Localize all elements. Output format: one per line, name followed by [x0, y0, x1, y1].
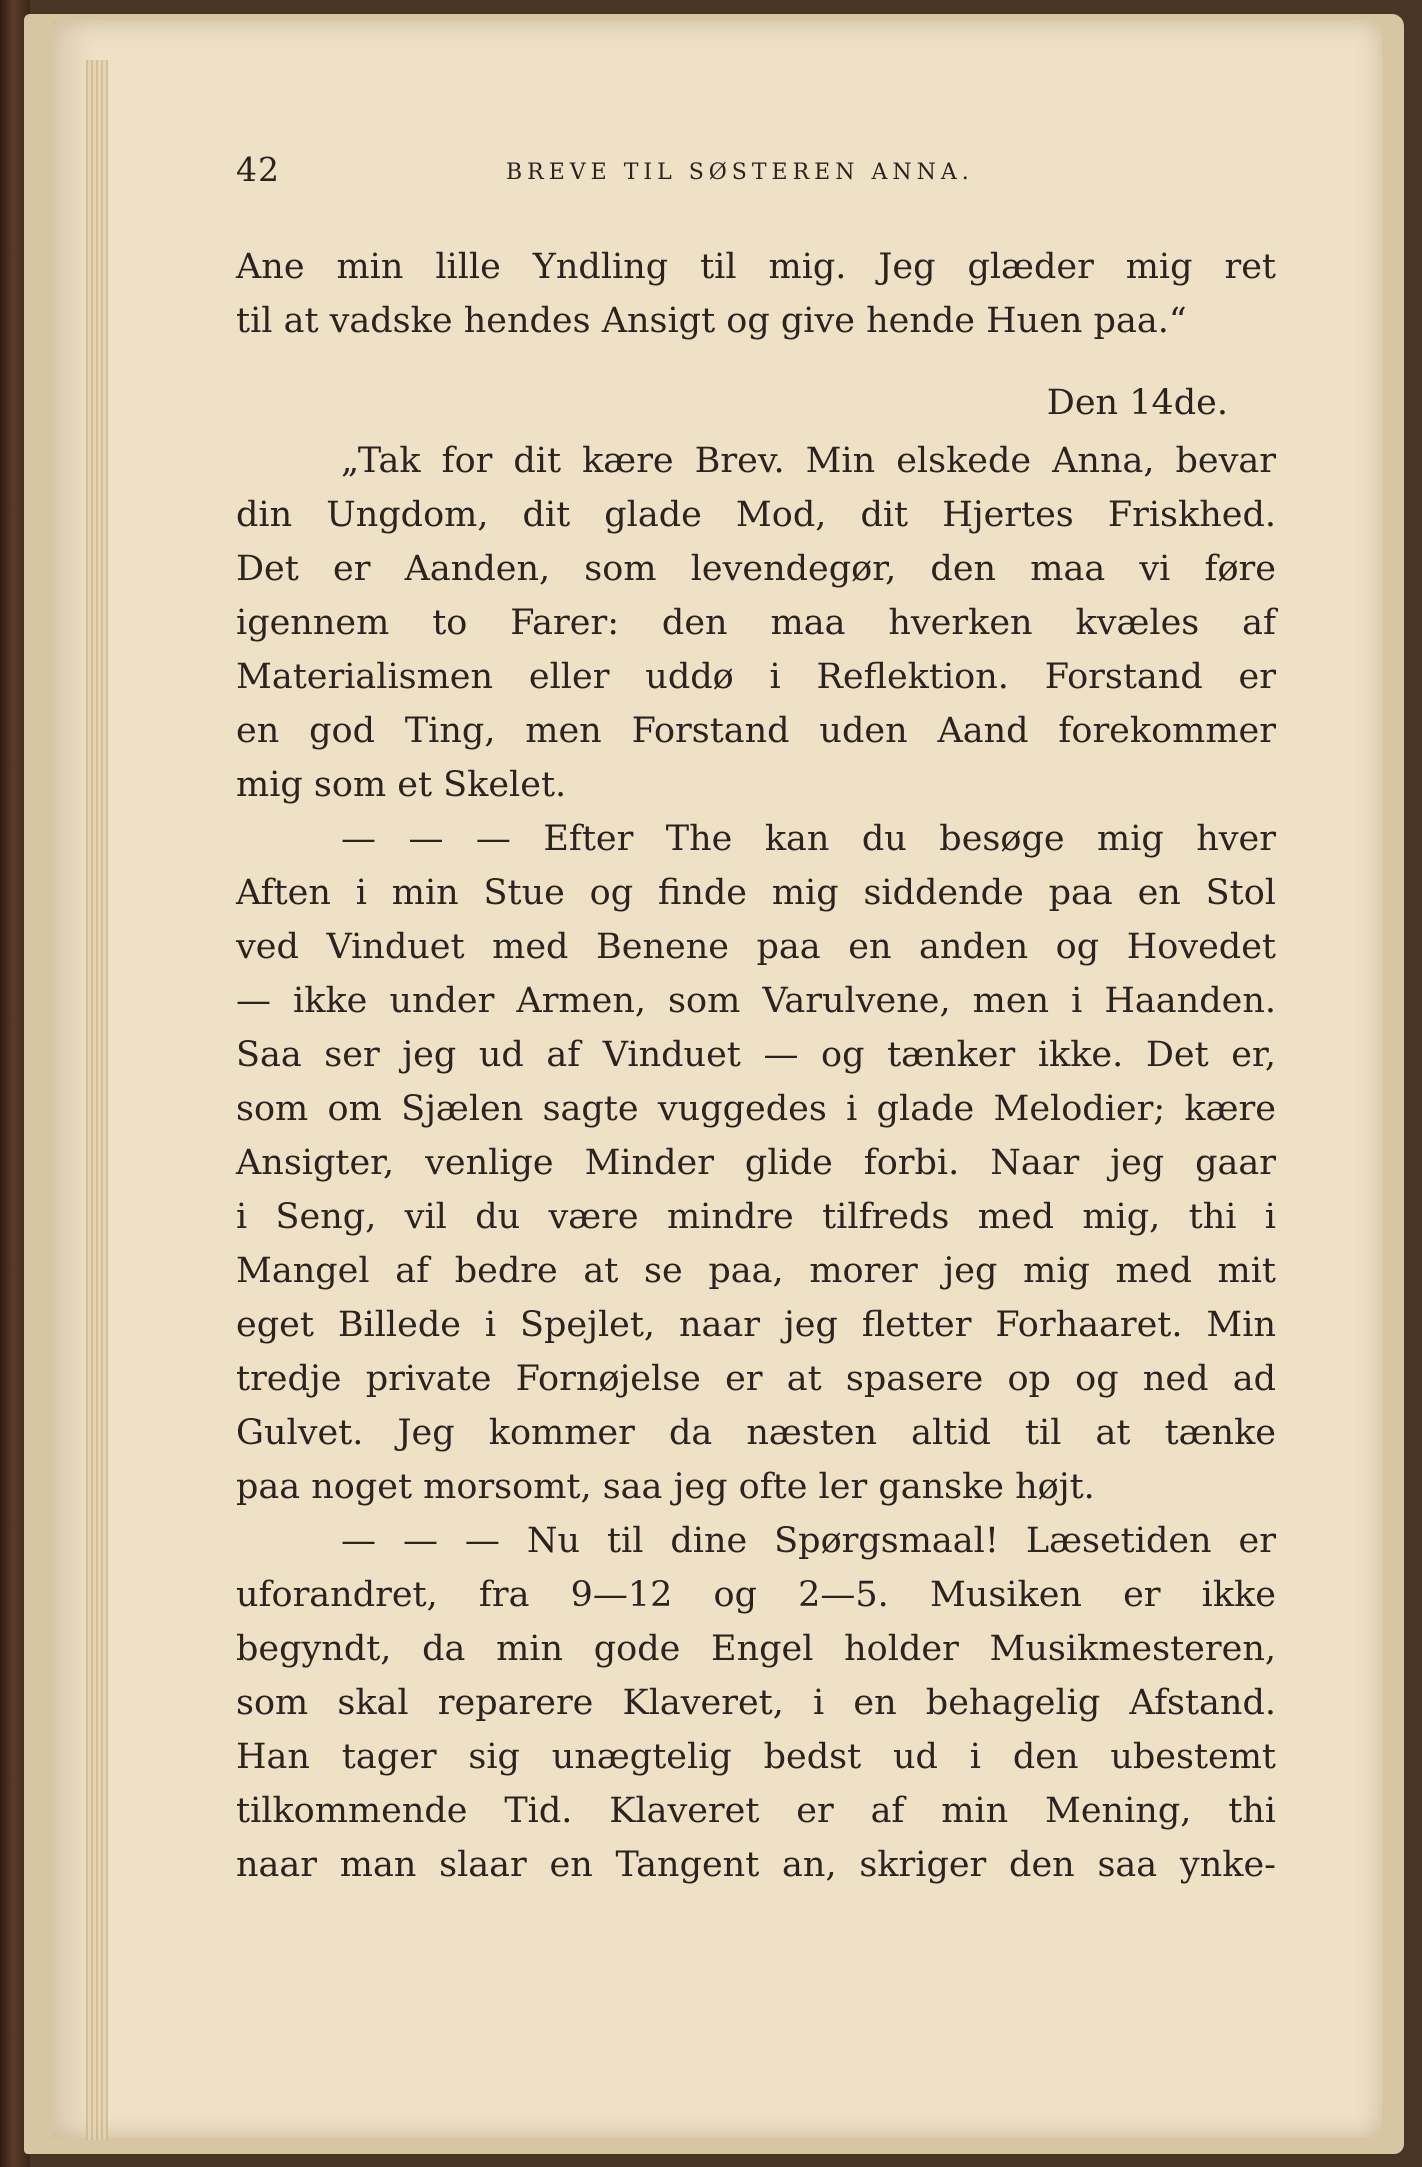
- text-line: — — — Nu til dine Spørgsmaal! Læsetiden er: [341, 1521, 1276, 1561]
- text-line: paa noget morsomt, saa jeg ofte ler ganske højt.: [236, 1467, 1095, 1507]
- text-line: „Tak for dit kære Brev. Min elskede Anna, bevar: [341, 441, 1276, 481]
- text-line: Det er Aanden, som levendegør, den maa vi føre: [236, 549, 1276, 589]
- text-line: Ansigter, venlige Minder glide forbi. Naar jeg gaar: [236, 1143, 1276, 1183]
- text-line: igennem to Farer: den maa hverken kvæles af: [236, 603, 1276, 643]
- page-edge-texture: [86, 60, 108, 2140]
- text-line: eget Billede i Spejlet, naar jeg fletter Forhaaret. Min: [236, 1305, 1276, 1345]
- paragraph-2: [236, 812, 1276, 1514]
- text-line: som skal reparere Klaveret, i en behagelig Afstand.: [236, 1683, 1276, 1723]
- letter-dateline: Den 14de.: [1046, 383, 1228, 423]
- paragraph-1: [236, 434, 1276, 812]
- text-line: Materialismen eller uddø i Reflektion. Forstand er: [236, 657, 1276, 697]
- text-line: til at vadske hendes Ansigt og give hende Huen paa.“: [236, 301, 1187, 341]
- text-line: en god Ting, men Forstand uden Aand forekommer: [236, 711, 1276, 751]
- text-line: begyndt, da min gode Engel holder Musikmesteren,: [236, 1629, 1276, 1669]
- text-line: mig som et Skelet.: [236, 765, 567, 805]
- text-line: naar man slaar en Tangent an, skriger den saa ynke-: [236, 1845, 1276, 1885]
- text-line: ved Vinduet med Benene paa en anden og Hovedet: [236, 927, 1276, 967]
- text-line: din Ungdom, dit glade Mod, dit Hjertes Friskhed.: [236, 495, 1276, 535]
- text-line: tilkommende Tid. Klaveret er af min Mening, thi: [236, 1791, 1276, 1831]
- text-line: tredje private Fornøjelse er at spasere op og ned ad: [236, 1359, 1276, 1399]
- text-line: — — — Efter The kan du besøge mig hver: [341, 819, 1276, 859]
- text-line: Mangel af bedre at se paa, morer jeg mig med mit: [236, 1251, 1276, 1291]
- text-line: som om Sjælen sagte vuggedes i glade Melodier; kære: [236, 1089, 1276, 1129]
- paragraph-continuation: [236, 240, 1276, 348]
- text-line: Ane min lille Yndling til mig. Jeg glæder mig ret: [236, 247, 1276, 287]
- text-line: — ikke under Armen, som Varulvene, men i Haanden.: [236, 981, 1276, 1021]
- paragraph-3: [236, 1514, 1276, 1892]
- text-line: uforandret, fra 9—12 og 2—5. Musiken er ikke: [236, 1575, 1276, 1615]
- text-line: i Seng, vil du være mindre tilfreds med mig, thi i: [236, 1197, 1276, 1237]
- text-line: Saa ser jeg ud af Vinduet — og tænker ikke. Det er,: [236, 1035, 1276, 1075]
- text-line: Aften i min Stue og finde mig siddende paa en Stol: [236, 873, 1276, 913]
- text-line: Gulvet. Jeg kommer da næsten altid til at tænke: [236, 1413, 1276, 1453]
- running-head: [236, 150, 1276, 200]
- running-title: BREVE TIL SØSTEREN ANNA.: [506, 160, 974, 185]
- page-number: 42: [236, 150, 280, 189]
- text-line: Han tager sig unægtelig bedst ud i den ubestemt: [236, 1737, 1276, 1777]
- page-text: [236, 150, 1276, 1892]
